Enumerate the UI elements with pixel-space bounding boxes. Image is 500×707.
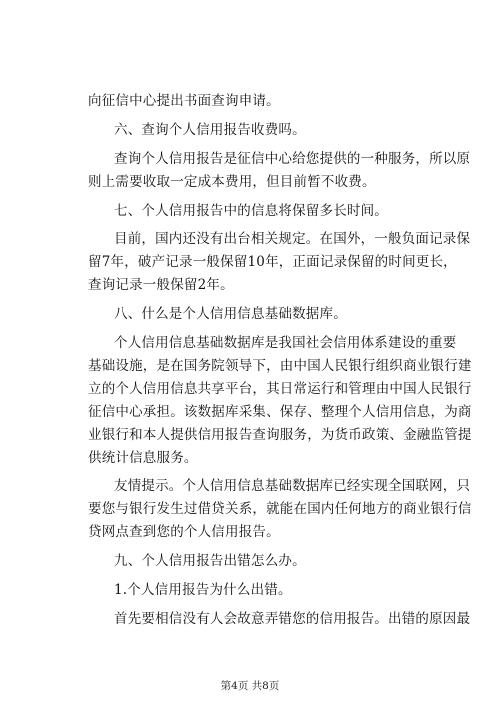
- text-line: 查询个人信用报告是征信中心给您提供的一种服务，所以原: [114, 151, 471, 167]
- text-line: 向征信中心提出书面查询申请。: [88, 93, 280, 109]
- text-line: 首先要相信没有人会故意弄错您的信用报告。出错的原因最: [114, 611, 471, 627]
- text-line: 业银行和本人提供信用报告查询服务，为货币政策、金融监管提: [88, 427, 472, 443]
- text-line: 留7年，破产记录一般保留10年，正面记录保留的时间更长，: [88, 254, 457, 270]
- text-line: 贷网点查到您的个人信用报告。: [88, 524, 280, 540]
- text-line: 要您与银行发生过借贷关系，就能在国内任何地方的商业银行信: [88, 501, 472, 517]
- text-line: 目前，国内还没有出台相关规定。在国外，一般负面记录保: [114, 231, 471, 247]
- text-line: 友情提示。个人信用信息基础数据库已经实现全国联网，只: [114, 478, 471, 494]
- text-line: 个人信用信息基础数据库是我国社会信用体系建设的重要: [114, 335, 457, 351]
- text-line: 查询记录一般保留2年。: [88, 277, 234, 293]
- section-heading: 九、个人信用报告出错怎么办。: [114, 553, 306, 569]
- text-line: 则上需要收取一定成本费用，但目前暂不收费。: [88, 174, 376, 190]
- text-line: 基础设施，是在国务院领导下，由中国人民银行组织商业银行建: [88, 358, 472, 374]
- section-heading: 八、什么是个人信用信息基础数据库。: [114, 306, 347, 322]
- text-line: 供统计信息服务。: [88, 450, 198, 466]
- text-line: 立的个人信用信息共享平台，其日常运行和管理由中国人民银行: [88, 381, 472, 397]
- text-line: 征信中心承担。该数据库采集、保存、整理个人信用信息，为商: [88, 404, 472, 420]
- page-number-footer: 第4页 共8页: [220, 680, 280, 692]
- section-heading: 六、查询个人信用报告收费吗。: [114, 122, 306, 138]
- subsection-heading: 1.个人信用报告为什么出错。: [114, 582, 292, 598]
- section-heading: 七、个人信用报告中的信息将保留多长时间。: [114, 203, 388, 219]
